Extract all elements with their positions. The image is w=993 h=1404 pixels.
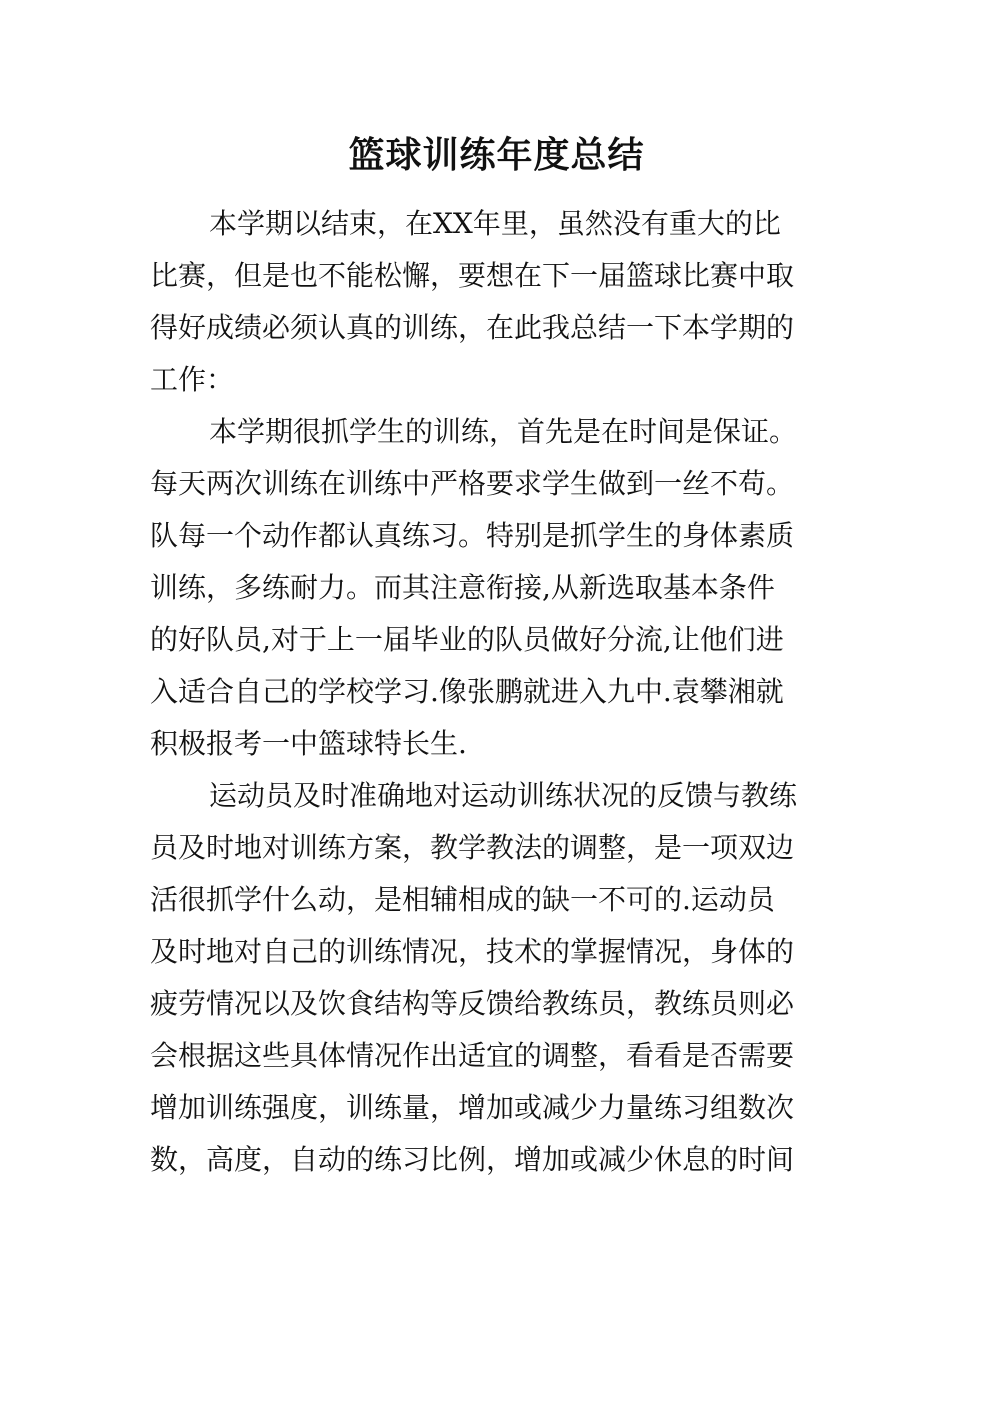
paragraph-2-line-1: 本学期很抓学生的训练，首先是在时间是保证。 bbox=[209, 415, 798, 448]
paragraph-2-line-2: 每天两次训练在训练中严格要求学生做到一丝不苟。 bbox=[150, 467, 795, 500]
paragraph-2-line-7: 积极报考一中篮球特长生. bbox=[150, 727, 467, 760]
paragraph-3-line-5: 疲劳情况以及饮食结构等反馈给教练员，教练员则必 bbox=[150, 987, 795, 1020]
paragraph-3-line-4: 及时地对自己的训练情况，技术的掌握情况，身体的 bbox=[150, 935, 795, 968]
paragraph-2-line-3: 队每一个动作都认真练习。特别是抓学生的身体素质 bbox=[150, 519, 795, 552]
paragraph-3-line-7: 增加训练强度，训练量，增加或减少力量练习组数次 bbox=[150, 1091, 795, 1124]
paragraph-1-line-4: 工作： bbox=[150, 363, 235, 396]
paragraph-1-line-3: 得好成绩必须认真的训练，在此我总结一下本学期的 bbox=[150, 311, 795, 344]
paragraph-2-line-4: 训练，多练耐力。而其注意衔接,从新选取基本条件 bbox=[150, 571, 775, 604]
paragraph-2-line-6: 入适合自己的学校学习.像张鹏就进入九中.袁攀湘就 bbox=[150, 675, 784, 708]
paragraph-3-line-6: 会根据这些具体情况作出适宜的调整，看看是否需要 bbox=[150, 1039, 795, 1072]
paragraph-3-line-2: 员及时地对训练方案，教学教法的调整，是一项双边 bbox=[150, 831, 795, 864]
paragraph-3-line-1: 运动员及时准确地对运动训练状况的反馈与教练 bbox=[209, 779, 798, 812]
paragraph-1-line-2: 比赛，但是也不能松懈，要想在下一届篮球比赛中取 bbox=[150, 259, 795, 292]
paragraph-3-line-3: 活很抓学什么动，是相辅相成的缺一不可的.运动员 bbox=[150, 883, 775, 916]
document-title: 篮球训练年度总结 bbox=[348, 135, 645, 176]
paragraph-3-line-8: 数，高度，自动的练习比例，增加或减少休息的时间 bbox=[150, 1143, 795, 1176]
paragraph-1-line-1: 本学期以结束，在XX年里，虽然没有重大的比 bbox=[209, 207, 781, 240]
paragraph-2-line-5: 的好队员,对于上一届毕业的队员做好分流,让他们进 bbox=[150, 623, 784, 656]
